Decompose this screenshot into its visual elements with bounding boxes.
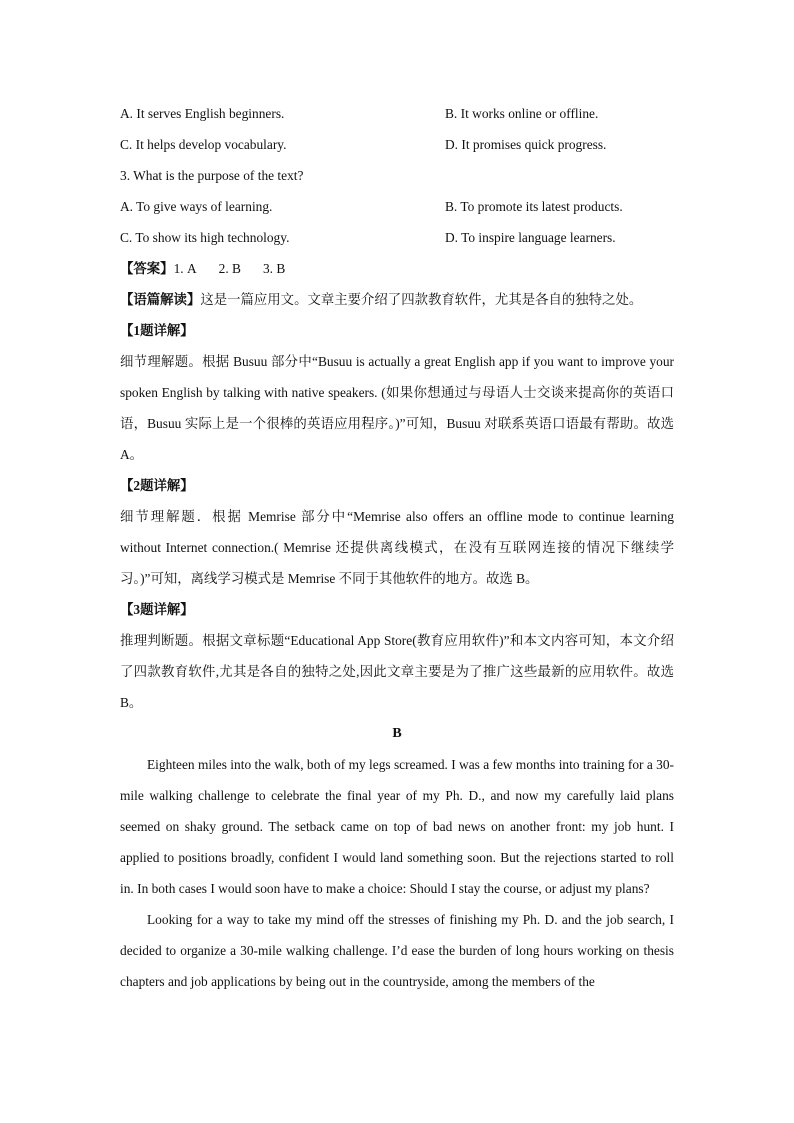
q3-option-c: C. To show its high technology. (120, 229, 290, 245)
q3-option-d: D. To inspire language learners. (445, 229, 616, 245)
q2-options-row-2 (120, 129, 674, 160)
detail2-heading: 【2题详解】 (120, 478, 194, 493)
overview-line (120, 284, 674, 315)
q3-options-row-1 (120, 191, 674, 222)
passage-paragraph-2: Looking for a way to take my mind off the stresses of finishing my Ph. D. and the job search, I decided to organize a 30-mile walking challenge. I’d ease the burden of long hours working on thesis chapters and job applications by being out in the countryside, among the members of the (120, 912, 674, 989)
answer-line (120, 253, 674, 284)
q2-option-d: D. It promises quick progress. (445, 136, 607, 152)
q3-option-b: B. To promote its latest products. (445, 198, 623, 214)
q2-option-a: A. It serves English beginners. (120, 105, 285, 121)
q3-options-row-2 (120, 222, 674, 253)
q2-option-c: C. It helps develop vocabulary. (120, 136, 287, 152)
detail1-heading: 【1题详解】 (120, 323, 194, 338)
answer-3: 3. B (262, 261, 286, 276)
passage-paragraph-1: Eighteen miles into the walk, both of my legs screamed. I was a few months into training for a 30-mile walking challenge to celebrate the final year of my Ph. D., and now my carefully laid plans seemed on shaky ground. The setback came on top of bad news on another front: my job hunt. I applied to positions broadly, confident I would land something soon. But the rejections started to roll in. In both cases I would soon have to make a choice: Should I stay the course, or adjust my plans? (120, 757, 674, 896)
overview-text: 这是一篇应用文。文章主要介绍了四款教育软件，尤其是各自的独特之处。 (200, 292, 643, 307)
q3-option-a: A. To give ways of learning. (120, 198, 273, 214)
overview-label: 【语篇解读】 (120, 292, 201, 307)
detail2-text: 细节理解题．根据 Memrise 部分中“Memrise also offers an offline mode to continue learning without Internet connection.( Memrise 还提供离线模式，在没有互联网连接的情况下继续学习。)”可知，离线学习模式是 Memrise 不同于其他软件的地方。故选 B。 (120, 509, 674, 586)
q3-stem: 3. What is the purpose of the text? (120, 168, 304, 183)
detail3-text: 推理判断题。根据文章标题“Educational App Store(教育应用软件)”和本文内容可知，本文介绍了四款教育软件,尤其是各自的独特之处,因此文章主要是为了推广这些最新的应用软件。故选 B。 (120, 633, 674, 710)
q2-option-b: B. It works online or offline. (445, 105, 599, 121)
document-page (120, 98, 674, 997)
detail1-text: 细节理解题。根据 Busuu 部分中“Busuu is actually a great English app if you want to improve your spoken English by talking with native speakers. (如果你想通过与母语人士交谈来提高你的英语口语，Busuu 实际上是一个很棒的英语应用程序。)”可知，Busuu 对联系英语口语最有帮助。故选 A。 (120, 354, 674, 462)
q2-options-row-1 (120, 98, 674, 129)
answer-label: 【答案】 (120, 261, 174, 276)
detail3-heading: 【3题详解】 (120, 602, 194, 617)
answer-1: 1. A (173, 261, 197, 276)
answer-2: 2. B (218, 261, 241, 276)
passage-title: B (392, 726, 402, 741)
